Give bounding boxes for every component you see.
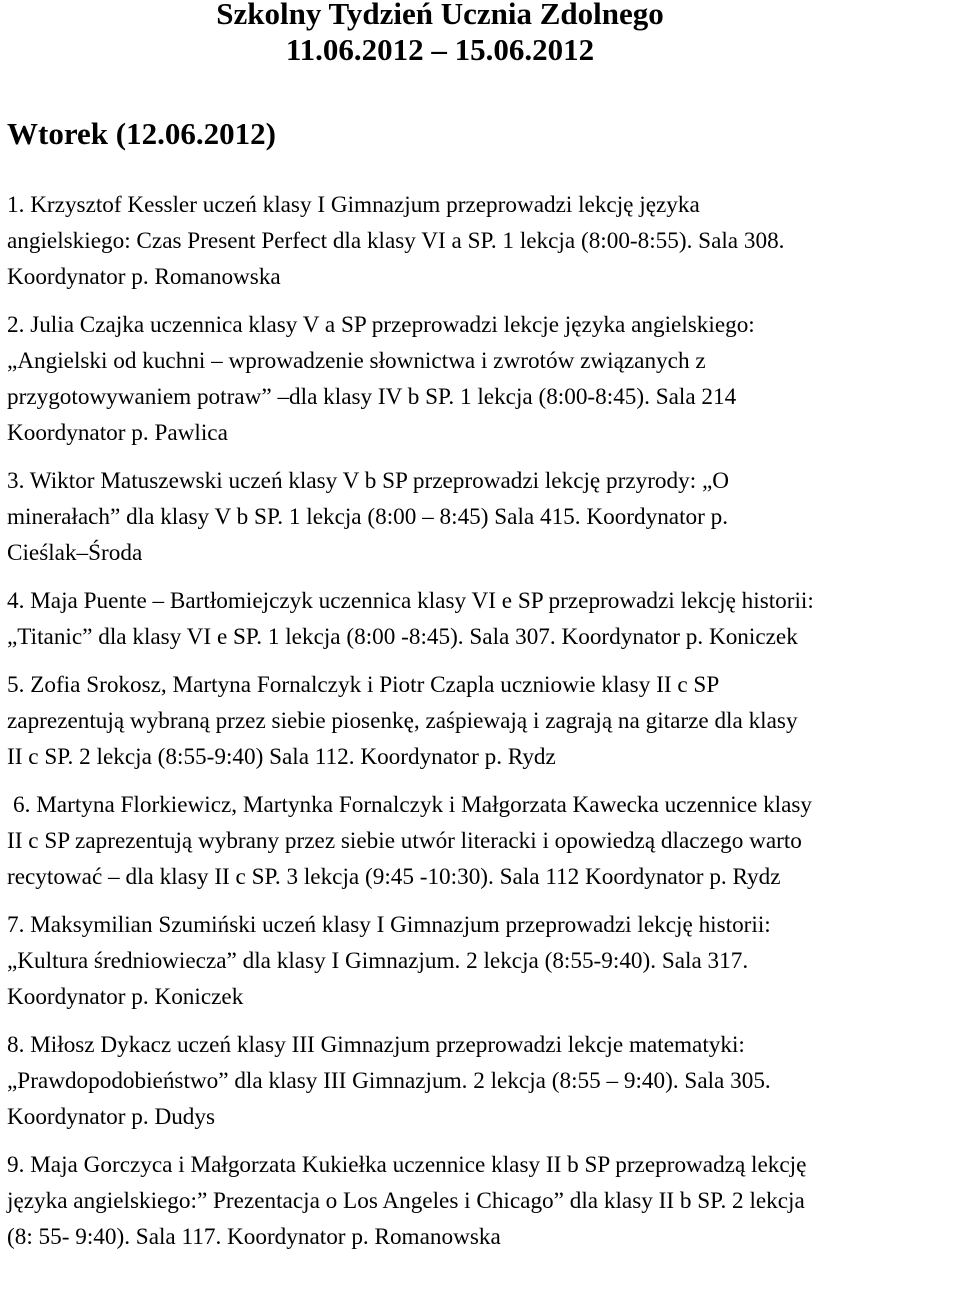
list-item xyxy=(7,667,957,775)
item-text-line: II c SP. 2 lekcja (8:55-9:40) Sala 112. Koordynator p. Rydz xyxy=(7,744,556,770)
document-title: Szkolny Tydzień Ucznia Zdolnego xyxy=(216,0,664,31)
document-date-range: 11.06.2012 – 15.06.2012 xyxy=(285,32,595,67)
item-text-line: 7. Maksymilian Szumiński uczeń klasy I Gimnazjum przeprowadzi lekcję historii: xyxy=(7,912,771,938)
item-text-line: minerałach” dla klasy V b SP. 1 lekcja (8:00 – 8:45) Sala 415. Koordynator p. xyxy=(7,504,729,530)
item-text-line: języka angielskiego:” Prezentacja o Los Angeles i Chicago” dla klasy II b SP. 2 lekcja xyxy=(7,1188,805,1214)
item-text-line: „Kultura średniowiecza” dla klasy I Gimnazjum. 2 lekcja (8:55-9:40). Sala 317. xyxy=(7,948,749,974)
list-item xyxy=(7,1147,957,1255)
item-text-line: Koordynator p. Pawlica xyxy=(7,420,228,446)
list-item xyxy=(7,583,957,655)
list-item xyxy=(7,907,957,1015)
day-heading: Wtorek (12.06.2012) xyxy=(7,116,276,151)
list-item xyxy=(7,187,957,295)
item-text-line: Koordynator p. Romanowska xyxy=(7,264,281,290)
list-item xyxy=(7,787,957,895)
schedule-list xyxy=(7,187,957,1267)
item-text-line: zaprezentują wybraną przez siebie piosenkę, zaśpiewają i zagrają na gitarze dla klasy xyxy=(7,708,798,734)
list-item xyxy=(7,307,957,451)
item-text-line: 5. Zofia Srokosz, Martyna Fornalczyk i Piotr Czapla uczniowie klasy II c SP xyxy=(7,672,720,698)
item-text-line: przygotowywaniem potraw” –dla klasy IV b SP. 1 lekcja (8:00-8:45). Sala 214 xyxy=(7,384,737,410)
item-text-line: 3. Wiktor Matuszewski uczeń klasy V b SP przeprowadzi lekcję przyrody: „O xyxy=(7,468,729,494)
item-text-line: angielskiego: Czas Present Perfect dla klasy VI a SP. 1 lekcja (8:00-8:55). Sala 308. xyxy=(7,228,785,254)
item-text-line: recytować – dla klasy II c SP. 3 lekcja (9:45 -10:30). Sala 112 Koordynator p. Rydz xyxy=(7,864,781,890)
item-text-line: II c SP zaprezentują wybrany przez siebie utwór literacki i opowiedzą dlaczego warto xyxy=(7,828,802,854)
item-text-line: Koordynator p. Koniczek xyxy=(7,984,244,1010)
item-text-line: „Titanic” dla klasy VI e SP. 1 lekcja (8:00 -8:45). Sala 307. Koordynator p. Koniczek xyxy=(7,624,798,650)
item-text-line: 8. Miłosz Dykacz uczeń klasy III Gimnazjum przeprowadzi lekcje matematyki: xyxy=(7,1032,745,1058)
item-text-line: 2. Julia Czajka uczennica klasy V a SP przeprowadzi lekcje języka angielskiego: xyxy=(7,312,755,338)
item-text-line: Koordynator p. Dudys xyxy=(7,1104,216,1130)
item-text-line: 4. Maja Puente – Bartłomiejczyk uczennica klasy VI e SP przeprowadzi lekcję historii: xyxy=(7,588,814,614)
list-item xyxy=(7,1027,957,1135)
list-item xyxy=(7,463,957,571)
item-text-line: „Angielski od kuchni – wprowadzenie słownictwa i zwrotów związanych z xyxy=(7,348,706,374)
item-text-line: 6. Martyna Florkiewicz, Martynka Fornalczyk i Małgorzata Kawecka uczennice klasy xyxy=(13,792,813,818)
item-text-line: 9. Maja Gorczyca i Małgorzata Kukiełka uczennice klasy II b SP przeprowadzą lekcję xyxy=(7,1152,807,1178)
item-text-line: „Prawdopodobieństwo” dla klasy III Gimnazjum. 2 lekcja (8:55 – 9:40). Sala 305. xyxy=(7,1068,771,1094)
item-text-line: (8: 55- 9:40). Sala 117. Koordynator p. Romanowska xyxy=(7,1224,501,1250)
item-text-line: Cieślak–Środa xyxy=(7,540,143,566)
item-text-line: 1. Krzysztof Kessler uczeń klasy I Gimnazjum przeprowadzi lekcję języka xyxy=(7,192,700,218)
